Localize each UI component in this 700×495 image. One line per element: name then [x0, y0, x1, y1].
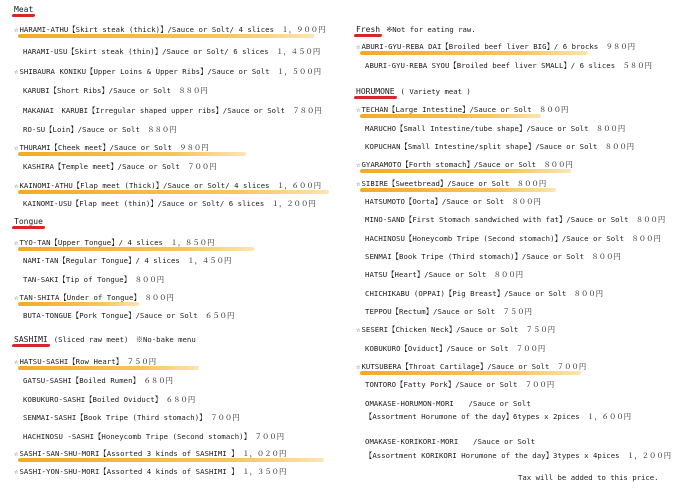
star-icon: ☆: [356, 160, 361, 169]
menu-item-text: ABURI-GYU-REBA DAI【Broiled beef liver BIG】/ 6 brocks ９８０円: [361, 42, 636, 51]
section-title: Meat: [14, 5, 34, 14]
menu-item: [356, 270, 523, 280]
star-icon: ☆: [356, 42, 361, 51]
menu-item-text: NAMI-TAN【Regular Tongue】/ 4 slices １，４５０円: [23, 256, 232, 265]
menu-item-text: HACHINOSU【Honeycomb Tripe (Second stomach)】/Sauce or Solt ８００円: [365, 234, 661, 243]
star-icon: ☆: [14, 357, 19, 366]
section-note: ( Variety meat ): [400, 87, 471, 96]
star-icon: ☆: [14, 181, 19, 190]
star-icon: ☆: [356, 362, 361, 371]
menu-item-text: GYARAMOTO【Forth stomach】/Sauce or Solt ８００円: [361, 160, 573, 169]
section-header-horumone: [356, 86, 471, 97]
menu-item: [356, 362, 587, 372]
menu-item: [356, 325, 555, 335]
menu-item: [14, 86, 208, 96]
menu-item: [14, 376, 173, 386]
menu-item-text: SASHI-YON-SHU-MORI【Assorted 4 kinds of SASHIMI 】 １，３５０円: [19, 467, 287, 476]
star-icon: ☆: [14, 143, 19, 152]
menu-item-text: KOBUKURO-SASHI【Boiled Oviduct】 ６８０円: [23, 395, 196, 404]
menu-item: [356, 105, 569, 115]
menu-item: [14, 125, 177, 135]
menu-item-text: SIBIRE【Sweetbread】/Sauce or Solt ８００円: [361, 179, 547, 188]
menu-item: [356, 437, 535, 447]
menu-item-text: GATSU-SASHI【Boiled Rumen】 ６８０円: [23, 376, 173, 385]
menu-item-text: HATSUMOTO【Oorta】/Sauce or Solt ８００円: [365, 197, 541, 206]
menu-item-text: THURAMI【Cheek meet】/Sauce or Solt ９８０円: [19, 143, 209, 152]
menu-item: [14, 275, 164, 285]
menu-item: [14, 25, 326, 35]
menu-item-text: SENMAI-SASHI【Book Tripe (Third stomach)】 ７００円: [23, 413, 240, 422]
section-header-tongue: [14, 216, 43, 227]
menu-item: [14, 47, 320, 57]
star-icon: ☆: [14, 449, 19, 458]
menu-item-text: ABURI-GYU-REBA SYOU【Broiled beef liver SMALL】/ 6 slices ５８０円: [365, 61, 652, 70]
menu-item-text: MARUCHO【Small Intestine/tube shape】/Sauce or Solt ８００円: [365, 124, 626, 133]
menu-item-text: HACHINOSU -SASHI【Honeycomb Tripe (Second stomach)】 ７００円: [23, 432, 285, 441]
menu-item: [356, 215, 665, 225]
star-icon: ☆: [14, 467, 19, 476]
menu-item: [14, 162, 217, 172]
menu-item: [14, 432, 284, 442]
menu-item: [14, 143, 246, 153]
star-icon: ☆: [356, 179, 361, 188]
menu-item: [14, 238, 254, 248]
menu-item-text: KOBUKURO【Oviduct】/Sauce or Solt ７００円: [365, 344, 546, 353]
section-header-sashimi: [14, 334, 196, 345]
menu-item-text: TYO-TAN【Upper Tongue】/ 4 slices １，８５０円: [19, 238, 215, 247]
menu-item: [356, 380, 554, 390]
star-icon: ☆: [14, 238, 19, 247]
menu-item-text: BUTA-TONGUE【Pork Tongue】/Sauce or Solt ６５０円: [23, 311, 235, 320]
menu-item: [14, 67, 321, 77]
star-icon: ☆: [14, 25, 19, 34]
menu-item: [14, 293, 174, 303]
menu-item-text: MAKANAI KARUBI【Irregular shaped upper ribs】/Sauce or Solt ７８０円: [23, 106, 322, 115]
menu-item-text: SASHI-SAN-SHU-MORI【Assorted 3 kinds of SASHIMI 】 １，０２０円: [19, 449, 287, 458]
menu-item-text: KUTSUBERA【Throat Cartilage】/Sauce or Solt ７００円: [361, 362, 587, 371]
menu-item-text: KOPUCHAN【Small Intestine/split shape】/Sauce or Solt ８００円: [365, 142, 635, 151]
menu-item-text: SESERI【Chicken Neck】/Sauce or Solt ７５０円: [361, 325, 556, 334]
menu-item: [356, 412, 631, 422]
menu-item: [356, 42, 636, 52]
section-title: SASHIMI: [14, 335, 48, 344]
menu-item: [356, 124, 625, 134]
menu-item-text: SHIBAURA KONIKU【Upper Loins & Upper Ribs】/Sauce or Solt １，５００円: [19, 67, 322, 76]
menu-item-text: KASHIRA【Temple meet】/Sauce or Solt ７００円: [23, 162, 217, 171]
section-title: HORUMONE: [356, 87, 395, 96]
menu-item-text: CHICHIKABU (OPPAI)【Pig Breast】/Sauce or Solt ８００円: [365, 289, 604, 298]
menu-item-text: TAN-SAKI【Tip of Tongue】 ８００円: [23, 275, 165, 284]
menu-item: [14, 467, 286, 477]
menu-item-text: KAINOMI-ATHU【Flap meet (Thick)】/Sauce or Solt/ 4 slices １，６００円: [19, 181, 322, 190]
menu-item-text: TAN-SHITA【Under of Tongue】 ８００円: [19, 293, 174, 302]
menu-item: [356, 252, 621, 262]
menu-item: [14, 256, 231, 266]
menu-item: [356, 160, 571, 170]
menu-item-text: HARAMI-ATHU【Skirt steak (thick)】/Sauce or Solt/ 4 slices １，９００円: [19, 25, 326, 34]
section-title: Fresh: [356, 25, 381, 34]
menu-item: [14, 106, 322, 116]
section-note: (Sliced raw meet) ※No-bake menu: [53, 335, 196, 344]
menu-item-text: 【Assortment KORIKORI Horumone of the day】3types x 4pices １，２００円: [365, 451, 672, 460]
menu-item: [14, 413, 240, 423]
menu-item-text: SENMAI【Book Tripe (Third stomach)】/Sauce or Solt ８００円: [365, 252, 621, 261]
menu-item: [14, 199, 316, 209]
menu-item: [14, 395, 195, 405]
star-icon: ☆: [356, 325, 361, 334]
menu-item: [356, 142, 634, 152]
menu-item-text: TONTORO【Fatty Pork】/Sauce or Solt ７００円: [365, 380, 555, 389]
menu-item-text: KARUBI【Short Ribs】/Sauce or Solt ８８０円: [23, 86, 208, 95]
menu-item: [356, 399, 531, 409]
menu-item-text: HATSU-SASHI【Row Heart】 ７５０円: [19, 357, 157, 366]
menu-item-text: OMAKASE-HORUMON-MORI /Sauce or Solt: [365, 399, 531, 408]
menu-item-text: KAINOMI-USU【Flap meet (thin)】/Sauce or Solt/ 6 slices １，２００円: [23, 199, 316, 208]
menu-item: [14, 181, 329, 191]
menu-item: [356, 61, 652, 71]
menu-item: [356, 234, 661, 244]
menu-item-text: HATSU【Heart】/Sauce or Solt ８００円: [365, 270, 524, 279]
menu-item: [14, 449, 324, 459]
section-header-meat: [14, 4, 33, 15]
menu-item: [356, 289, 603, 299]
menu-item: [356, 451, 671, 461]
section-note: ※Not for eating raw.: [386, 25, 476, 34]
star-icon: ☆: [14, 67, 19, 76]
menu-item: [14, 357, 199, 367]
menu-item-text: HARAMI-USU【Skirt steak (thin)】/Sauce or Solt/ 6 slices １，４５０円: [23, 47, 321, 56]
section-title: Tongue: [14, 217, 43, 226]
menu-item: [14, 311, 234, 321]
star-icon: ☆: [356, 105, 361, 114]
menu-item-text: MINO-SAND【First Stomach sandwiched with fat】/Sauce or Solt ８００円: [365, 215, 666, 224]
section-header-fresh: [356, 24, 476, 35]
menu-item-text: RO-SU【Loin】/Sauce or Solt ８８０円: [23, 125, 177, 134]
menu-item-text: TEPPOU【Rectum】/Sauce or Solt ７５０円: [365, 307, 532, 316]
menu-item-text: TECHAN【Large Intestine】/Sauce or Solt ８００円: [361, 105, 569, 114]
menu-item: [356, 197, 541, 207]
menu-item: [356, 307, 532, 317]
menu-item-text: OMAKASE-KORIKORI-MORI /Sauce or Solt: [365, 437, 536, 446]
menu-item-text: 【Assortment Horumone of the day】6types x 2pices １，６００円: [365, 412, 632, 421]
tax-note: Tax will be added to this price.: [518, 473, 659, 482]
menu-item: [356, 344, 545, 354]
menu-item: [356, 179, 556, 189]
star-icon: ☆: [14, 293, 19, 302]
